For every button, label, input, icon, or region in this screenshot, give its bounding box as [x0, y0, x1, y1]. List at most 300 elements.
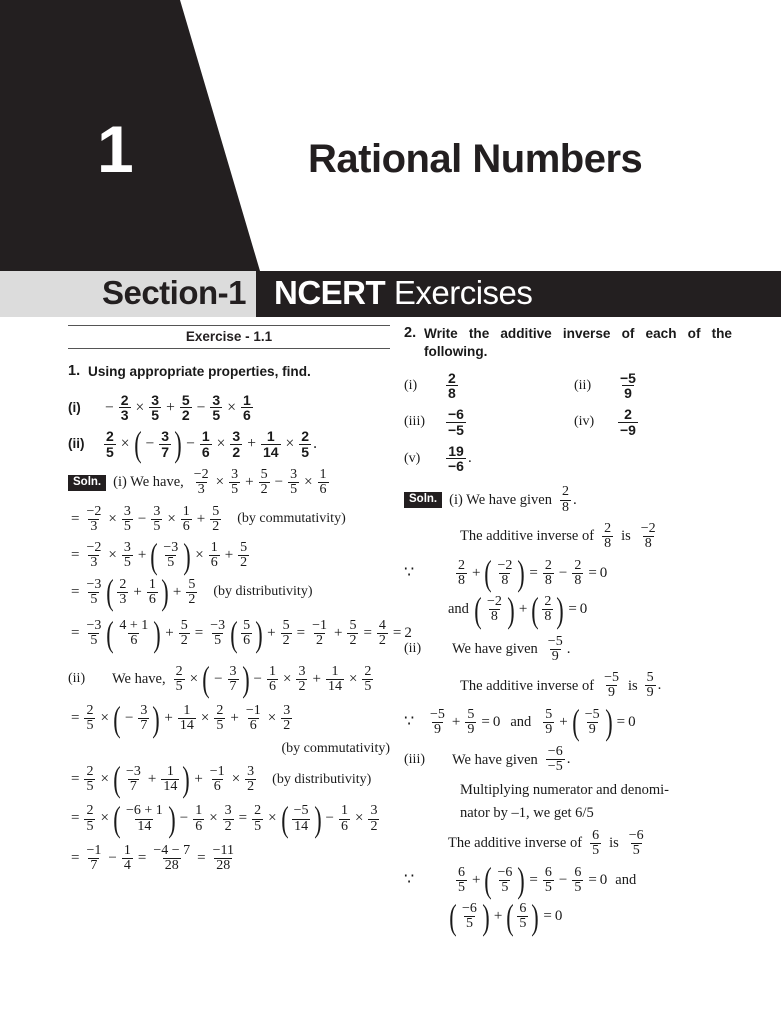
close-paren: ) — [241, 659, 250, 700]
result-zero: 0 — [628, 713, 636, 730]
frac-num: −1 — [86, 842, 102, 858]
frac-den: 6 — [243, 633, 251, 649]
frac-num: −4 − 7 — [153, 842, 191, 858]
open-paren: ( — [106, 572, 115, 613]
expression-verify-i: $\frac{2}{8}$ + ( $\frac{-2}{8}$ ) = $\frac{2}{8}$ − $\frac{2}{8}$ = 0 — [458, 553, 608, 594]
frac-den: 5 — [519, 916, 527, 932]
frac-num: 2 — [119, 576, 127, 592]
frac-den: 6 — [195, 818, 203, 834]
additive-inverse-line-iii — [448, 829, 732, 859]
additive-inverse-label: The additive inverse of — [460, 528, 595, 545]
frac-num: 3 — [123, 503, 131, 519]
frac-den: 9 — [433, 721, 441, 737]
verify-line-i — [404, 553, 732, 594]
question-2 — [404, 325, 732, 361]
frac-den: 6 — [210, 555, 218, 571]
frac-num: 1 — [331, 663, 339, 679]
frac-den: 5 — [86, 718, 94, 734]
frac-num: 3 — [151, 391, 160, 408]
frac-den: 8 — [544, 572, 552, 588]
question-2-parts-row-1 — [404, 371, 732, 401]
is-label: is — [609, 835, 619, 852]
frac-num: 1 — [201, 428, 210, 445]
frac-num: 1 — [210, 540, 218, 556]
frac-num: 1 — [266, 428, 275, 445]
frac-den: 7 — [129, 779, 137, 795]
frac-den: 5 — [153, 518, 161, 534]
because-symbol: ∵ — [404, 713, 415, 731]
frac-den: 5 — [290, 482, 298, 498]
part-label-iv: (iv) — [574, 414, 595, 430]
frac-den: 2 — [180, 633, 188, 649]
frac-den: 6 — [340, 818, 348, 834]
soln-badge: Soln. — [404, 492, 442, 508]
frac-num: 3 — [212, 391, 221, 408]
fraction-2i — [444, 371, 574, 401]
frac-num: 2 — [624, 406, 632, 423]
part-label-i: (i) — [404, 377, 418, 393]
expression-step-4: = $\frac{-3}{5}$ ( $\frac{4 + 1}{6}$ ) + $\frac{5}{2}$ = $\frac{-3}{5}$ ( $\frac{5}{6}$ ) + $\frac{5}{2}$ = $\frac{-1}{2}$ + $\frac{5}{2}$ = $\frac{4}{2}$ = 2 — [71, 613, 412, 654]
frac-den: −5 — [547, 759, 563, 775]
frac-num: −5 — [604, 670, 619, 686]
additive-inverse-line-i — [460, 522, 732, 552]
question-2-text: Write the additive inverse of each of the following. — [424, 326, 732, 359]
frac-num: 2 — [86, 803, 94, 819]
additive-inverse-label: The additive inverse of — [448, 835, 583, 852]
frac-num: 1 — [242, 391, 251, 408]
solution-part-iii — [404, 745, 732, 775]
frac-den: 5 — [212, 407, 221, 424]
and-label: and — [615, 872, 637, 889]
frac-den: 5 — [90, 591, 98, 607]
frac-num: 2 — [175, 663, 183, 679]
frac-den: 9 — [551, 648, 559, 664]
frac-num: 3 — [283, 703, 291, 719]
frac-den: 2 — [298, 678, 306, 694]
close-paren: ) — [168, 798, 176, 839]
expression-step-3: = $\frac{-3}{5}$ ( $\frac{2}{3}$ + $\frac{1}{6}$ ) + $\frac{5}{2}$ — [71, 572, 196, 613]
part-label-ii: (ii) — [404, 641, 422, 657]
open-paren: ( — [280, 798, 289, 839]
frac-den: 6 — [130, 633, 138, 649]
frac-den: 7 — [90, 858, 98, 874]
frac-den: 5 — [175, 678, 183, 694]
expression-1i: − $\frac{2}{3}$ × $\frac{3}{5}$ + $\frac{5}{2}$ − $\frac{3}{5}$ × $\frac{1}{6}$ — [105, 391, 251, 424]
page-content — [0, 317, 781, 1024]
frac-num: 3 — [161, 428, 170, 445]
section-title-bold: NCERT — [274, 274, 386, 311]
frac-num: −2 — [486, 594, 502, 610]
fraction-source-ii — [600, 671, 623, 701]
close-paren: ) — [517, 553, 526, 594]
open-paren: ( — [113, 759, 121, 800]
frac-den: 2 — [282, 633, 290, 649]
multiplying-text-2: nator by –1, we get 6/5 — [460, 805, 594, 822]
frac-den: 2 — [378, 633, 386, 649]
frac-num: 5 — [212, 503, 220, 519]
frac-num: 3 — [153, 503, 161, 519]
expression-verify-iii-b: ( $\frac{-6}{5}$ ) + ( $\frac{6}{5}$ ) = 0 — [449, 896, 563, 937]
frac-num: 1 — [166, 763, 174, 779]
frac-num: 5 — [282, 618, 290, 634]
frac-num: 5 — [240, 540, 248, 556]
expression-soln-1ii: $\frac{2}{5}$ × ( − $\frac{3}{7}$ ) − $\frac{1}{6}$ × $\frac{3}{2}$ + $\frac{1}{14}$ × $\frac{2}{5}$ — [175, 659, 372, 700]
frac-den: 8 — [644, 536, 652, 552]
left-column — [68, 325, 412, 880]
frac-den: 2 — [224, 818, 232, 834]
frac-num: −11 — [212, 842, 234, 858]
frac-num: 5 — [467, 706, 475, 722]
question-2-number: 2. — [404, 325, 417, 341]
frac-num: −5 — [430, 706, 445, 722]
frac-num: 2 — [544, 557, 552, 573]
frac-den: 6 — [182, 518, 190, 534]
frac-den: 8 — [544, 609, 552, 625]
fraction-given-i: $\frac{2}{8}$ . — [561, 484, 577, 515]
right-column — [404, 325, 732, 939]
frac-den: 5 — [123, 555, 131, 571]
note-distributivity: (by distributivity) — [213, 584, 313, 600]
frac-den: 5 — [364, 678, 372, 694]
frac-num: 4 + 1 — [119, 618, 149, 634]
expression-2-step-2: = $\frac{2}{5}$ × ( $\frac{-3}{7}$ + $\frac{1}{14}$ ) + $\frac{-1}{6}$ × $\frac{3}{2}$ — [71, 759, 255, 800]
verify-line-i-and — [404, 589, 732, 630]
frac-den: 3 — [90, 555, 98, 571]
question-1-text: Using appropriate properties, find. — [88, 364, 311, 379]
fraction-given-ii: $\frac{-5}{9}$ . — [547, 633, 571, 664]
expression-soln-1i: $\frac{-2}{3}$ × $\frac{3}{5}$ + $\frac{5}{2}$ − $\frac{3}{5}$ × $\frac{1}{6}$ — [193, 467, 327, 498]
frac-num: 6 — [544, 864, 552, 880]
close-paren: ) — [517, 860, 526, 901]
fraction-inverse-iii — [625, 829, 648, 859]
open-paren: ( — [150, 535, 159, 576]
frac-num: 3 — [298, 663, 306, 679]
multiplying-text-line-1 — [460, 782, 732, 799]
frac-den: 5 — [301, 443, 310, 460]
frac-num: 2 — [254, 803, 262, 819]
frac-den: 7 — [161, 443, 170, 460]
fraction-2iii — [444, 407, 574, 437]
solution-2-step-4 — [68, 844, 390, 874]
open-paren: ( — [113, 698, 121, 739]
frac-den: 9 — [624, 385, 632, 402]
close-paren: ) — [531, 896, 540, 937]
frac-num: 1 — [195, 803, 203, 819]
section-title-container — [256, 271, 781, 317]
frac-den: 2 — [247, 779, 255, 795]
frac-num: 1 — [123, 842, 131, 858]
expression-verify-ii-b: $\frac{5}{9}$ + ( $\frac{-5}{9}$ ) = 0 — [545, 702, 636, 743]
frac-num: −6 — [448, 406, 464, 423]
frac-den: 9 — [588, 721, 596, 737]
frac-num: 2 — [604, 521, 612, 536]
frac-num: 3 — [247, 763, 255, 779]
frac-num: 6 — [458, 864, 465, 880]
is-label: is — [627, 677, 638, 694]
part-label-ii: (ii) — [574, 377, 592, 393]
soln-intro-text: (i) We have given — [449, 491, 552, 508]
frac-num: 2 — [561, 484, 569, 500]
frac-num: 1 — [148, 576, 156, 592]
note-commutativity: (by commutativity) — [281, 740, 390, 756]
fraction-2iv — [616, 407, 640, 437]
frac-num: −6 — [462, 901, 477, 917]
fraction-source-iii — [588, 829, 603, 859]
solution-2-step-3 — [68, 798, 390, 839]
frac-num: 1 — [319, 467, 327, 482]
note-commutativity: (by commutativity) — [237, 511, 346, 527]
verify-line-ii — [404, 702, 732, 743]
frac-num: −6 — [628, 828, 644, 844]
solution-1-intro — [68, 468, 390, 498]
solution-2-intro — [404, 485, 732, 515]
frac-num: −2 — [640, 521, 656, 536]
frac-num: 5 — [349, 618, 357, 634]
frac-den: 2 — [232, 443, 241, 460]
frac-num: 3 — [232, 428, 241, 445]
result-zero: 0 — [599, 564, 608, 581]
frac-den: 6 — [269, 678, 276, 694]
fraction-2v: $\frac{19}{-6}$ . — [448, 442, 472, 475]
part-label-iii: (iii) — [404, 751, 425, 767]
frac-num: 1 — [183, 703, 191, 719]
frac-den: 28 — [216, 858, 231, 874]
open-paren: ( — [531, 589, 540, 630]
multiplying-text: Multiplying numerator and denomi- — [460, 781, 670, 798]
expression-verify-i-b: ( $\frac{-2}{8}$ ) + ( $\frac{2}{8}$ ) = 0 — [474, 589, 588, 630]
question-1 — [68, 363, 390, 381]
open-paren: ( — [474, 589, 482, 630]
frac-den: 7 — [140, 718, 148, 734]
result-value: 2 — [404, 625, 412, 642]
question-1-part-ii — [68, 424, 390, 465]
frac-num: −2 — [497, 557, 513, 573]
part-label-iii: (iii) — [404, 414, 425, 430]
frac-den: 8 — [490, 609, 498, 625]
and-label: and — [448, 601, 469, 618]
frac-den: 6 — [242, 407, 251, 424]
because-symbol: ∵ — [404, 871, 415, 889]
solution-part-ii — [404, 635, 732, 665]
frac-den: 8 — [501, 572, 509, 588]
open-paren: ( — [572, 702, 580, 743]
frac-num: 2 — [544, 594, 552, 610]
close-paren: ) — [507, 589, 515, 630]
solution-2-step-1 — [68, 698, 390, 739]
close-paren: ) — [604, 702, 613, 743]
frac-den: 5 — [106, 443, 114, 460]
question-2-parts-row-2 — [404, 407, 732, 437]
open-paren: ( — [106, 613, 115, 654]
fraction-inverse-ii: $\frac{5}{9}$ . — [646, 670, 662, 701]
solution-2-intro — [68, 659, 390, 700]
part-label-v: (v) — [404, 450, 421, 466]
frac-den: 5 — [214, 633, 222, 649]
frac-num: 3 — [370, 803, 378, 819]
frac-den: 8 — [561, 499, 569, 515]
frac-den: 2 — [283, 718, 291, 734]
frac-den: 5 — [458, 879, 465, 895]
frac-num: 5 — [646, 670, 654, 686]
frac-num: −1 — [312, 618, 327, 634]
frac-num: 2 — [301, 428, 310, 445]
frac-den: 14 — [163, 779, 178, 795]
frac-den: 5 — [574, 879, 582, 895]
frac-num: −6 + 1 — [125, 803, 163, 819]
frac-den: 5 — [86, 779, 94, 795]
multiplying-text-line-2 — [460, 805, 732, 822]
close-paren: ) — [161, 572, 169, 613]
frac-den: 4 — [123, 858, 131, 874]
close-paren: ) — [313, 798, 322, 839]
expression-step-1: = $\frac{-2}{3}$ × $\frac{3}{5}$ − $\frac{3}{5}$ × $\frac{1}{6}$ + $\frac{5}{2}$ — [71, 503, 220, 534]
close-paren: ) — [153, 613, 162, 654]
open-paren: ( — [113, 798, 121, 839]
question-1-number: 1. — [68, 363, 81, 379]
frac-den: 2 — [181, 407, 190, 424]
frac-num: −3 — [86, 618, 102, 634]
solution-step-3 — [68, 572, 390, 613]
solution-step-2 — [68, 535, 390, 576]
frac-num: −3 — [125, 763, 141, 779]
frac-num: 19 — [448, 442, 464, 459]
frac-den: 8 — [604, 536, 612, 552]
open-paren: ( — [484, 860, 493, 901]
frac-den: 14 — [179, 718, 194, 734]
result-zero: 0 — [599, 871, 608, 888]
frac-den: 14 — [327, 678, 342, 694]
frac-den: 5 — [544, 879, 552, 895]
frac-num: 2 — [106, 428, 114, 445]
question-2-parts-row-3 — [404, 444, 732, 474]
frac-den: 2 — [316, 633, 324, 649]
frac-den: 7 — [229, 678, 237, 694]
frac-den: 5 — [216, 718, 224, 734]
frac-den: 5 — [167, 555, 175, 571]
frac-den: 5 — [501, 879, 509, 895]
frac-den: 5 — [592, 843, 600, 859]
frac-den: 2 — [370, 818, 378, 834]
fraction-given-iii: $\frac{-6}{-5}$ . — [547, 744, 571, 775]
close-paren: ) — [174, 424, 182, 465]
frac-num: 5 — [260, 467, 268, 482]
result-zero: 0 — [554, 908, 563, 925]
frac-den: 9 — [467, 721, 475, 737]
frac-num: 2 — [120, 391, 129, 408]
frac-den: 14 — [294, 818, 309, 834]
frac-den: 9 — [545, 721, 553, 737]
we-have-given-label: We have given — [452, 641, 538, 658]
frac-num: −3 — [210, 618, 226, 634]
chapter-number: 1 — [97, 112, 133, 186]
frac-num: 1 — [182, 503, 190, 519]
frac-num: 3 — [140, 703, 148, 719]
frac-num: −1 — [245, 703, 261, 719]
frac-num: 3 — [231, 467, 239, 482]
frac-num: 5 — [180, 618, 188, 634]
frac-den: 28 — [164, 858, 179, 874]
frac-den: 2 — [240, 555, 248, 571]
because-symbol: ∵ — [404, 564, 415, 582]
we-have-text: We have, — [112, 671, 166, 688]
frac-den: 8 — [458, 572, 465, 588]
frac-den: 3 — [120, 407, 129, 424]
frac-den: 9 — [646, 685, 654, 701]
additive-inverse-label: The additive inverse of — [460, 677, 595, 694]
expression-verify-ii: $\frac{-5}{9}$ + $\frac{5}{9}$ = 0 — [430, 706, 501, 737]
expression-2-step-3: = $\frac{2}{5}$ × ( $\frac{-6 + 1}{14}$ ) − $\frac{1}{6}$ × $\frac{3}{2}$ = $\frac{2}{5}$ × ( $\frac{-5}{14}$ ) − $\frac{1}{6}$ × $\frac{3}{2}$ — [71, 798, 378, 839]
frac-den: 5 — [465, 916, 473, 932]
frac-den: 6 — [249, 718, 257, 734]
frac-num: 2 — [458, 557, 465, 573]
frac-den: 5 — [86, 818, 94, 834]
section-label-container — [0, 271, 256, 317]
expression-verify-iii: $\frac{6}{5}$ + ( $\frac{-6}{5}$ ) = $\frac{6}{5}$ − $\frac{6}{5}$ = 0 — [458, 860, 608, 901]
frac-num: 3 — [290, 467, 298, 482]
open-paren: ( — [506, 896, 515, 937]
soln-badge: Soln. — [68, 475, 106, 491]
frac-den: −5 — [448, 421, 464, 438]
page-header — [0, 0, 781, 271]
frac-den: 2 — [349, 633, 357, 649]
frac-num: −2 — [86, 540, 102, 556]
part-label-ii: (ii) — [68, 671, 86, 687]
fraction-2ii — [616, 371, 640, 401]
frac-den: 14 — [137, 818, 152, 834]
section-title-rest: Exercises — [385, 274, 533, 311]
close-paren: ) — [255, 613, 263, 654]
frac-num: 5 — [181, 391, 190, 408]
frac-num: −3 — [86, 576, 102, 592]
frac-den: 9 — [608, 685, 616, 701]
verify-line-iii-b — [448, 896, 732, 937]
frac-num: 6 — [574, 864, 582, 880]
frac-den: 8 — [574, 572, 582, 588]
verify-line-iii — [404, 860, 732, 901]
frac-den: 6 — [213, 779, 221, 795]
close-paren: ) — [182, 759, 191, 800]
frac-num: 3 — [224, 803, 232, 819]
frac-num: −5 — [293, 803, 309, 819]
frac-num: 6 — [519, 901, 527, 917]
frac-den: 3 — [90, 518, 98, 534]
frac-num: −1 — [209, 763, 225, 779]
frac-den: 3 — [119, 591, 127, 607]
section-label: Section-1 — [101, 274, 246, 311]
frac-den: 5 — [123, 518, 131, 534]
additive-inverse-line-ii — [460, 671, 732, 701]
frac-den: 5 — [151, 407, 160, 424]
frac-den: 5 — [90, 633, 98, 649]
expression-2-step-1: = $\frac{2}{5}$ × ( − $\frac{3}{7}$ ) + $\frac{1}{14}$ × $\frac{2}{5}$ + $\frac{-1}{6}$ × $\frac{3}{2}$ — [71, 698, 291, 739]
frac-num: 2 — [216, 703, 224, 719]
frac-den: 6 — [319, 482, 327, 498]
frac-num: 1 — [269, 663, 276, 679]
frac-den: 6 — [201, 443, 210, 460]
frac-den: 2 — [212, 518, 220, 534]
frac-num: 2 — [364, 663, 372, 679]
frac-den: 2 — [260, 482, 268, 498]
frac-den: 5 — [254, 818, 262, 834]
exercise-heading: Exercise - 1.1 — [68, 325, 390, 349]
frac-num: −5 — [584, 706, 600, 722]
frac-num: −5 — [620, 369, 636, 386]
frac-num: 2 — [574, 557, 582, 573]
fraction-source-i — [600, 522, 615, 552]
frac-den: −6 — [448, 458, 464, 475]
close-paren: ) — [152, 698, 161, 739]
solution-2-step-2 — [68, 759, 390, 800]
